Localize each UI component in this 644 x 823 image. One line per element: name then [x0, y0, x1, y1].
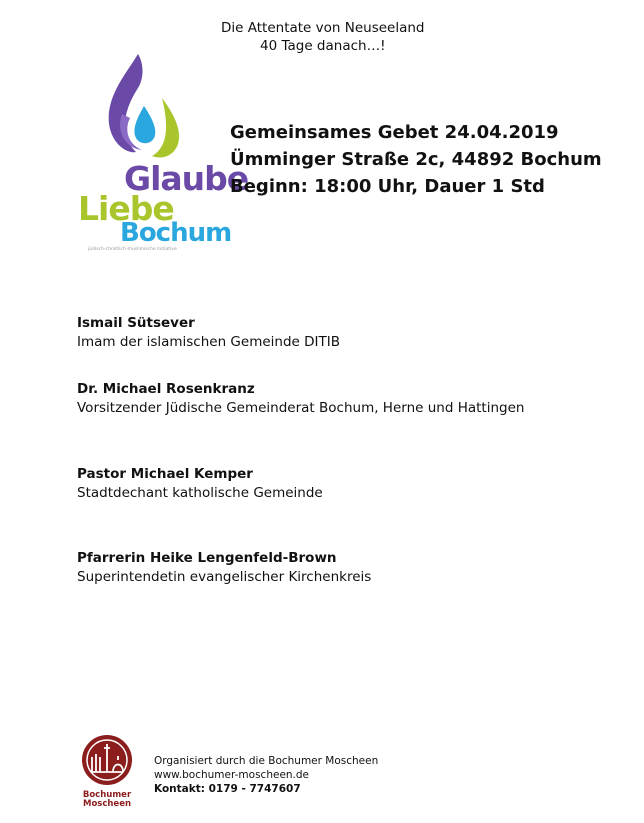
logo-word-liebe: Liebe [78, 189, 174, 228]
speaker-name: Ismail Sütsever [77, 315, 195, 331]
bochumer-moscheen-logo [79, 732, 135, 812]
speaker-entry [77, 549, 371, 587]
speaker-entry [77, 465, 323, 503]
organizer-contact: Kontakt: 0179 - 7747607 [154, 783, 301, 795]
flame-drop-icon [78, 52, 228, 172]
mosque-emblem-icon [79, 732, 135, 788]
speaker-role: Superintendetin evangelischer Kirchenkreis [77, 569, 372, 585]
speaker-role: Imam der islamischen Gemeinde DITIB [77, 334, 340, 350]
event-time: Beginn: 18:00 Uhr, Dauer 1 Std [230, 176, 545, 197]
org-caption-line1: Bochumer [82, 790, 132, 800]
org-caption-line2: Moscheen [82, 799, 132, 809]
organizer-info [154, 754, 378, 796]
event-details [230, 119, 602, 200]
speaker-name: Dr. Michael Rosenkranz [77, 381, 255, 397]
logo-tagline: jüdisch-christlich-muslimische Initiative [88, 247, 177, 252]
event-title-date: Gemeinsames Gebet 24.04.2019 [230, 122, 559, 143]
event-address: Ümminger Straße 2c, 44892 Bochum [230, 149, 602, 170]
speaker-entry [77, 314, 340, 352]
speaker-role: Stadtdechant katholische Gemeinde [77, 485, 323, 501]
header-title: Die Attentate von Neuseeland [221, 20, 425, 36]
speaker-role: Vorsitzender Jüdische Gemeinderat Bochum, Herne und Hattingen [77, 400, 525, 416]
speaker-entry [77, 380, 524, 418]
header-subtitle: 40 Tage danach…! [260, 38, 386, 54]
organizer-website: www.bochumer-moscheen.de [154, 769, 310, 781]
speaker-name: Pfarrerin Heike Lengenfeld-Brown [77, 550, 337, 566]
glaube-liebe-bochum-logo [78, 52, 249, 257]
organizer-text: Organisiert durch die Bochumer Moscheen [154, 755, 379, 767]
logo-word-bochum: Bochum [120, 218, 232, 248]
logo-word-glaube: Glaube [124, 159, 249, 198]
speaker-name: Pastor Michael Kemper [77, 466, 253, 482]
